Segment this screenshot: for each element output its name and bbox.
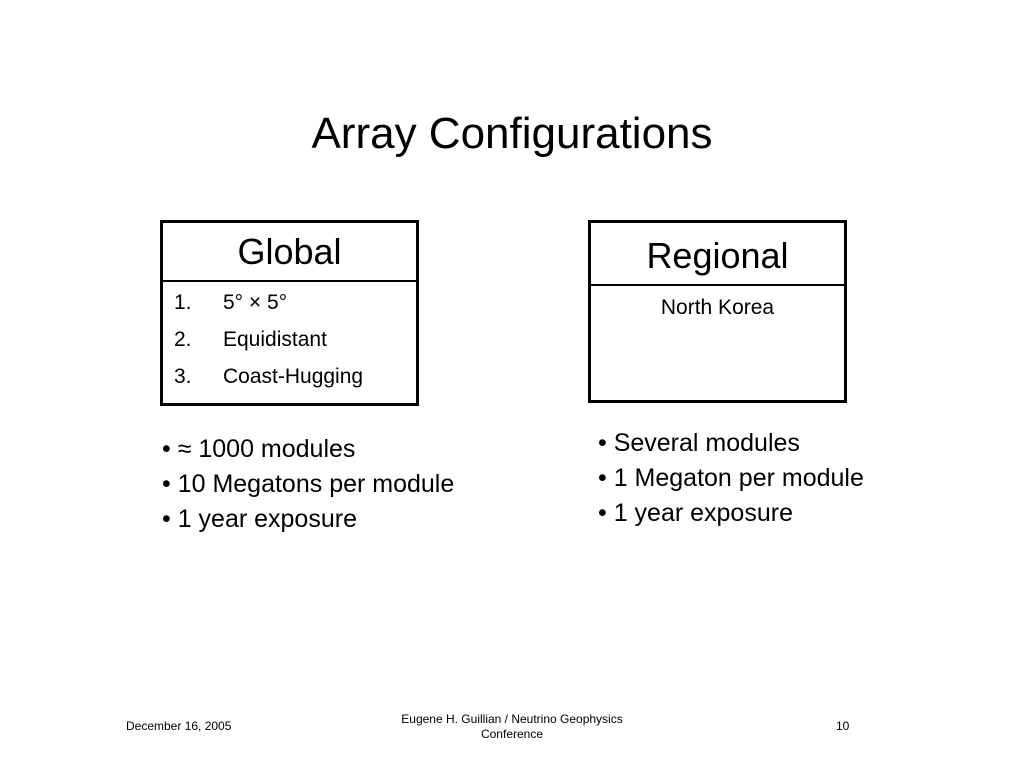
regional-box-header: Regional (591, 223, 844, 286)
list-item (163, 290, 416, 327)
list-item-number: 3. (174, 365, 192, 388)
list-item-number: 2. (174, 328, 192, 351)
list-item-text: 5° × 5° (223, 291, 288, 314)
global-box (160, 220, 419, 406)
global-config-list (163, 282, 416, 401)
bullet-item: • Several modules (598, 429, 800, 457)
list-item (163, 364, 416, 401)
list-item (163, 327, 416, 364)
bullet-item: • 1 year exposure (162, 505, 357, 533)
list-item-text: Coast-Hugging (223, 365, 364, 388)
footer-author-line: Eugene H. Guillian / Neutrino Geophysics (401, 712, 623, 726)
footer-page-number: 10 (836, 719, 850, 733)
global-bullet-list (162, 432, 454, 537)
regional-box-body: North Korea (660, 296, 775, 319)
regional-box (588, 220, 847, 403)
bullet-item: • ≈ 1000 modules (162, 435, 356, 463)
global-box-header: Global (163, 223, 416, 282)
bullet-item: • 1 Megaton per module (598, 464, 864, 492)
bullet-item: • 10 Megatons per module (162, 470, 455, 498)
list-item-text: Equidistant (223, 328, 327, 351)
list-item-number: 1. (174, 291, 192, 314)
slide-title: Array Configurations (311, 109, 713, 158)
regional-bullet-list (598, 426, 864, 531)
global-box-body (163, 282, 416, 401)
footer-author (360, 712, 664, 742)
bullet-item: • 1 year exposure (598, 499, 793, 527)
footer-author-line: Conference (480, 727, 544, 741)
footer-date: December 16, 2005 (126, 719, 232, 733)
